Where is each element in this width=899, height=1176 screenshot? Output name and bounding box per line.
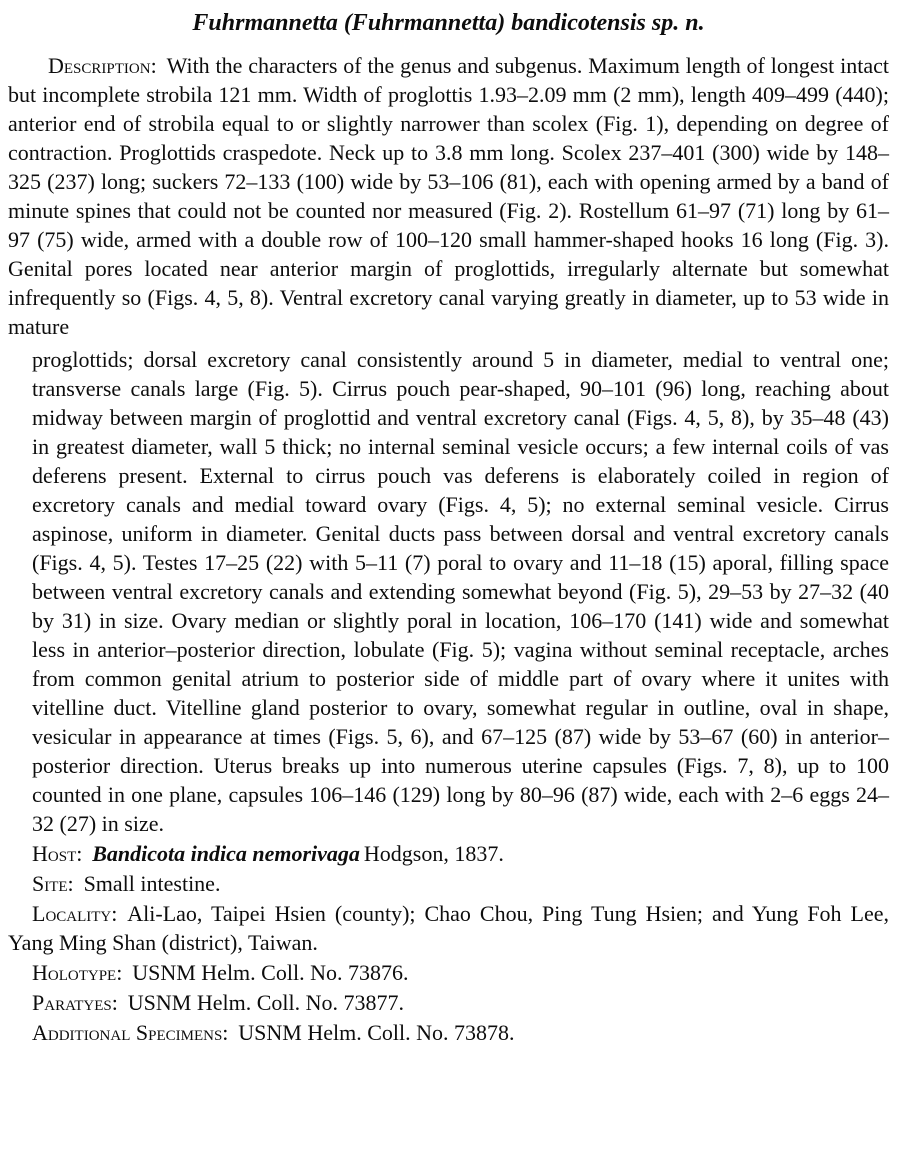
site-entry [8, 869, 889, 898]
paratypes-entry [8, 988, 889, 1017]
additional-specimens-entry [8, 1018, 889, 1047]
holotype-text: USNM Helm. Coll. No. 73876. [132, 960, 409, 985]
holotype-entry [8, 958, 889, 987]
description-text-part2: proglottids; dorsal excretory canal consistently around 5 in diameter, medial to ventral one; transverse canals large (Fig. 5). Cirrus pouch pear-shaped, 90–101 (96) long, reaching about midway between margin of proglottid and ventral excretory canal (Figs. 4, 5, 8), by 35–48 (43) in greatest diameter, wall 5 thick; no internal seminal vesicle occurs; a few internal coils of vas deferens present. External to cirrus pouch vas deferens is elaborately coiled in region of excretory canals and medial toward ovary (Figs. 4, 5); no external seminal vesicle. Cirrus aspinose, uniform in diameter. Genital ducts pass between dorsal and ventral excretory canals (Figs. 4, 5). Testes 17–25 (22) with 5–11 (7) poral to ovary and 11–18 (15) aporal, filling space between ventral excretory canals and extending somewhat beyond (Fig. 5), 29–53 by 27–32 (40 by 31) in size. Ovary median or slightly poral in location, 106–170 (141) wide and somewhat less in anterior–posterior direction, lobulate (Fig. 5); vagina without seminal receptacle, arches from common genital atrium to posterior side of middle part of ovary where it unites with vitelline duct. Vitelline gland posterior to ovary, somewhat regular in outline, oval in shape, vesicular in appearance at times (Figs. 5, 6), and 67–125 (87) wide by 53–67 (60) in anterior–posterior direction. Uterus breaks up into numerous uterine capsules (Figs. 7, 8), up to 100 counted in one plane, capsules 106–146 (129) long by 80–96 (87) wide, each with 2–6 eggs 24–32 (27) in size. [32, 347, 889, 836]
host-label: Host: [32, 841, 83, 866]
description-text-part1: With the characters of the genus and subgenus. Maximum length of longest intact but incomplete strobila 121 mm. Width of proglottis 1.93–2.09 mm (2 mm), length 409–499 (440); anterior end of strobila equal to or slightly narrower than scolex (Fig. 1), depending on degree of contraction. Proglottids craspedote. Neck up to 3.8 mm long. Scolex 237–401 (300) wide by 148–325 (237) long; suckers 72–133 (100) wide by 53–106 (81), each with opening armed by a band of minute spines that could not be counted nor measured (Fig. 2). Rostellum 61–97 (71) long by 61–97 (75) wide, armed with a double row of 100–120 small hammer-shaped hooks 16 long (Fig. 3). Genital pores located near anterior margin of proglottids, irregularly alternate but somewhat infrequently so (Figs. 4, 5, 8). Ventral excretory canal varying greatly in diameter, up to 53 wide in mature [8, 53, 889, 339]
description-label: Description: [48, 53, 157, 78]
locality-text: Ali-Lao, Taipei Hsien (county); Chao Chou, Ping Tung Hsien; and Yung Foh Lee, Yang Ming Shan (district), Taiwan. [8, 901, 889, 955]
holotype-label: Holotype: [32, 960, 123, 985]
additional-specimens-label: Additional Specimens: [32, 1020, 229, 1045]
site-text: Small intestine. [83, 871, 221, 896]
locality-label: Locality: [32, 901, 118, 926]
description-paragraph-continued [32, 345, 889, 838]
paratypes-text: USNM Helm. Coll. No. 73877. [127, 990, 404, 1015]
site-label: Site: [32, 871, 74, 896]
host-text: Hodgson, 1837. [363, 841, 504, 866]
paratypes-label: Paratyes: [32, 990, 118, 1015]
species-title: Fuhrmannetta (Fuhrmannetta) bandicotensis sp. n. [192, 10, 705, 36]
locality-entry [8, 899, 889, 957]
host-entry [8, 839, 889, 868]
additional-specimens-text: USNM Helm. Coll. No. 73878. [238, 1020, 515, 1045]
host-species-name: Bandicota indica nemorivaga [92, 841, 360, 866]
description-paragraph [8, 51, 889, 341]
